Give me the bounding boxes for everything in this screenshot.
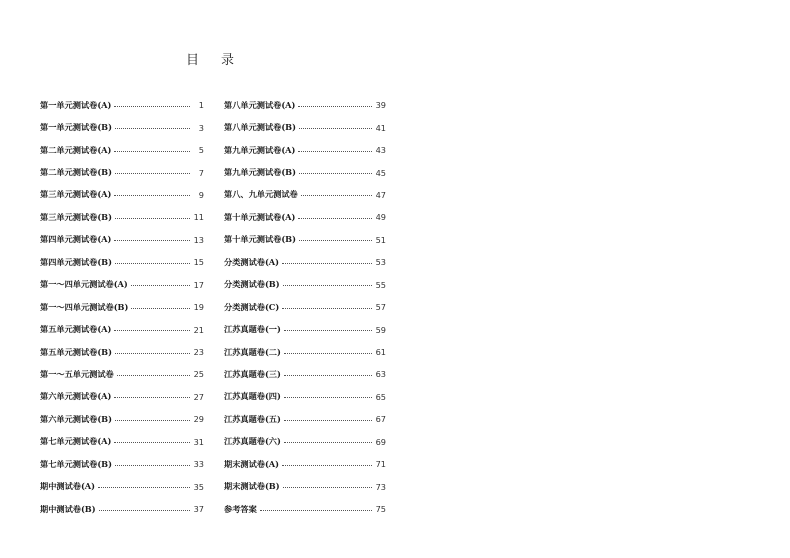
toc-entry[interactable]	[224, 408, 386, 430]
toc-entry-page-number: 73	[375, 481, 386, 492]
toc-entry[interactable]	[224, 251, 386, 273]
toc-entry-label: 第八单元测试卷(B)	[224, 122, 296, 133]
toc-entry-page-number: 45	[375, 167, 386, 178]
toc-entry-page-number: 21	[193, 324, 204, 335]
toc-entry-label: 江苏真题卷(四)	[224, 391, 281, 402]
toc-entry[interactable]	[40, 386, 204, 408]
toc-entry-page-number: 27	[193, 391, 204, 402]
toc-entry-page-number: 61	[375, 347, 386, 358]
toc-entry-label: 第六单元测试卷(B)	[40, 413, 112, 424]
toc-entry-page-number: 23	[193, 347, 204, 358]
toc-entry-label: 第二单元测试卷(A)	[40, 144, 112, 155]
toc-entry-label: 江苏真题卷(三)	[224, 368, 281, 379]
toc-entry[interactable]	[224, 139, 386, 161]
toc-entry-label: 第八、九单元测试卷	[224, 189, 298, 200]
toc-entry-label: 江苏真题卷(一)	[224, 324, 281, 335]
toc-entry-label: 第十单元测试卷(B)	[224, 234, 296, 245]
toc-entry-label: 分类测试卷(A)	[224, 256, 280, 267]
dot-leader	[299, 128, 372, 129]
toc-entry-label: 第九单元测试卷(B)	[224, 167, 296, 178]
toc-entry[interactable]	[224, 206, 386, 228]
toc-entry-label: 期中测试卷(A)	[40, 481, 96, 492]
dot-leader	[115, 420, 190, 421]
toc-entry[interactable]	[40, 251, 204, 273]
toc-entry-label: 分类测试卷(C)	[224, 301, 280, 312]
dot-leader	[114, 330, 189, 331]
dot-leader	[298, 151, 371, 152]
toc-entry-page-number: 51	[375, 234, 386, 245]
toc-entry-label: 第一～四单元测试卷(B)	[40, 301, 129, 312]
dot-leader	[284, 420, 372, 421]
toc-entry-label: 第四单元测试卷(B)	[40, 256, 112, 267]
toc-entry[interactable]	[40, 116, 204, 138]
toc-entry-label: 第一～五单元测试卷	[40, 368, 114, 379]
toc-entry-label: 第五单元测试卷(B)	[40, 346, 112, 357]
dot-leader	[115, 353, 190, 354]
toc-entry-label: 江苏真题卷(五)	[224, 413, 281, 424]
dot-leader	[283, 487, 372, 488]
dot-leader	[114, 151, 190, 152]
dot-leader	[131, 308, 189, 309]
toc-entry-page-number: 41	[375, 122, 386, 133]
toc-entry-page-number: 37	[193, 504, 204, 515]
dot-leader	[282, 465, 372, 466]
toc-entry[interactable]	[40, 161, 204, 183]
toc-entry-page-number: 71	[375, 459, 386, 470]
dot-leader	[114, 397, 189, 398]
dot-leader	[115, 173, 190, 174]
toc-entry[interactable]	[224, 431, 386, 453]
toc-entry-label: 第六单元测试卷(A)	[40, 391, 112, 402]
dot-leader	[115, 128, 190, 129]
toc-entry[interactable]	[224, 498, 386, 520]
toc-entry-page-number: 31	[193, 436, 204, 447]
toc-entry-page-number: 53	[375, 257, 386, 268]
toc-entry-label: 第一单元测试卷(A)	[40, 99, 112, 110]
toc-entry-page-number: 47	[375, 189, 386, 200]
toc-left-column	[40, 94, 204, 520]
toc-entry-label: 第七单元测试卷(B)	[40, 458, 112, 469]
dot-leader	[117, 375, 190, 376]
toc-entry[interactable]	[40, 229, 204, 251]
toc-entry-label: 江苏真题卷(六)	[224, 436, 281, 447]
toc-entry[interactable]	[40, 453, 204, 475]
toc-entry[interactable]	[40, 431, 204, 453]
toc-entry[interactable]	[40, 498, 204, 520]
dot-leader	[299, 240, 372, 241]
toc-entry-label: 第五单元测试卷(A)	[40, 324, 112, 335]
dot-leader	[284, 330, 372, 331]
toc-entry[interactable]	[40, 318, 204, 340]
dot-leader	[299, 173, 372, 174]
toc-entry[interactable]	[224, 161, 386, 183]
toc-entry-page-number: 7	[198, 167, 204, 178]
dot-leader	[115, 465, 190, 466]
toc-entry[interactable]	[224, 318, 386, 340]
toc-entry[interactable]	[40, 139, 204, 161]
toc-entry-page-number: 49	[375, 212, 386, 223]
toc-entry-page-number: 59	[375, 324, 386, 335]
title-char-2: 录	[221, 53, 235, 68]
toc-entry-page-number: 39	[375, 100, 386, 111]
toc-entry-label: 第七单元测试卷(A)	[40, 436, 112, 447]
toc-entry[interactable]	[40, 184, 204, 206]
dot-leader	[260, 510, 372, 511]
page-title	[0, 49, 420, 68]
toc-entry[interactable]	[40, 94, 204, 116]
dot-leader	[115, 263, 190, 264]
toc-entry[interactable]	[40, 274, 204, 296]
toc-entry[interactable]	[224, 229, 386, 251]
toc-entry-page-number: 9	[198, 189, 204, 200]
dot-leader	[284, 353, 372, 354]
toc-entry[interactable]	[224, 341, 386, 363]
toc-entry-page-number: 75	[375, 504, 386, 515]
dot-leader	[298, 106, 371, 107]
toc-entry-page-number: 29	[193, 414, 204, 425]
toc-entry[interactable]	[224, 94, 386, 116]
dot-leader	[282, 308, 371, 309]
toc-entry[interactable]	[40, 296, 204, 318]
toc-entry[interactable]	[224, 386, 386, 408]
dot-leader	[298, 218, 371, 219]
toc-right-column	[224, 94, 386, 520]
toc-entry-page-number: 13	[193, 234, 204, 245]
toc-entry[interactable]	[40, 206, 204, 228]
toc-entry[interactable]	[224, 453, 386, 475]
toc-entry-page-number: 3	[198, 122, 204, 133]
toc-entry-page-number: 43	[375, 145, 386, 156]
toc-entry-label: 第一～四单元测试卷(A)	[40, 279, 128, 290]
toc-entry[interactable]	[224, 296, 386, 318]
toc-entry-label: 第十单元测试卷(A)	[224, 211, 296, 222]
toc-entry-page-number: 69	[375, 436, 386, 447]
toc-entry-page-number: 57	[375, 302, 386, 313]
toc-entry-page-number: 1	[198, 100, 204, 111]
toc-entry[interactable]	[224, 116, 386, 138]
toc-entry-page-number: 5	[198, 145, 204, 156]
toc-entry-label: 期末测试卷(B)	[224, 481, 280, 492]
dot-leader	[131, 285, 190, 286]
dot-leader	[284, 375, 372, 376]
dot-leader	[98, 487, 190, 488]
dot-leader	[115, 218, 190, 219]
toc-entry-label: 第四单元测试卷(A)	[40, 234, 112, 245]
toc-entry-page-number: 25	[193, 369, 204, 380]
toc-entry-label: 第一单元测试卷(B)	[40, 122, 112, 133]
toc-entry-label: 第三单元测试卷(B)	[40, 211, 112, 222]
toc-entry-page-number: 17	[193, 279, 204, 290]
dot-leader	[114, 195, 190, 196]
toc-entry-page-number: 19	[193, 302, 204, 313]
toc-entry-page-number: 11	[193, 212, 204, 223]
dot-leader	[114, 106, 190, 107]
toc-entry[interactable]	[40, 475, 204, 497]
toc-entry-label: 江苏真题卷(二)	[224, 346, 281, 357]
toc-entry[interactable]	[224, 274, 386, 296]
toc-entry-page-number: 65	[375, 391, 386, 402]
dot-leader	[284, 397, 372, 398]
toc-entry-label: 第八单元测试卷(A)	[224, 99, 296, 110]
toc-entry-label: 参考答案	[224, 503, 257, 514]
toc-entry-label: 期中测试卷(B)	[40, 503, 96, 514]
toc-entry[interactable]	[224, 184, 386, 206]
toc-entry[interactable]	[224, 363, 386, 385]
toc-entry[interactable]	[40, 408, 204, 430]
toc-entry[interactable]	[224, 475, 386, 497]
dot-leader	[282, 263, 372, 264]
dot-leader	[99, 510, 190, 511]
dot-leader	[114, 442, 189, 443]
dot-leader	[283, 285, 372, 286]
toc-entry-label: 第二单元测试卷(B)	[40, 167, 112, 178]
toc-entry-label: 期末测试卷(A)	[224, 458, 280, 469]
dot-leader	[301, 195, 372, 196]
toc-entry-page-number: 55	[375, 279, 386, 290]
toc-entry[interactable]	[40, 341, 204, 363]
dot-leader	[284, 442, 372, 443]
toc-entry-page-number: 63	[375, 369, 386, 380]
dot-leader	[114, 240, 189, 241]
toc-entry-page-number: 67	[375, 414, 386, 425]
title-char-1: 目	[185, 53, 199, 68]
toc-entry-label: 分类测试卷(B)	[224, 279, 280, 290]
toc-entry-label: 第九单元测试卷(A)	[224, 144, 296, 155]
toc-entry-page-number: 33	[193, 459, 204, 470]
toc-entry-page-number: 35	[193, 481, 204, 492]
toc-entry[interactable]	[40, 363, 204, 385]
toc-entry-page-number: 15	[193, 257, 204, 268]
toc-entry-label: 第三单元测试卷(A)	[40, 189, 112, 200]
